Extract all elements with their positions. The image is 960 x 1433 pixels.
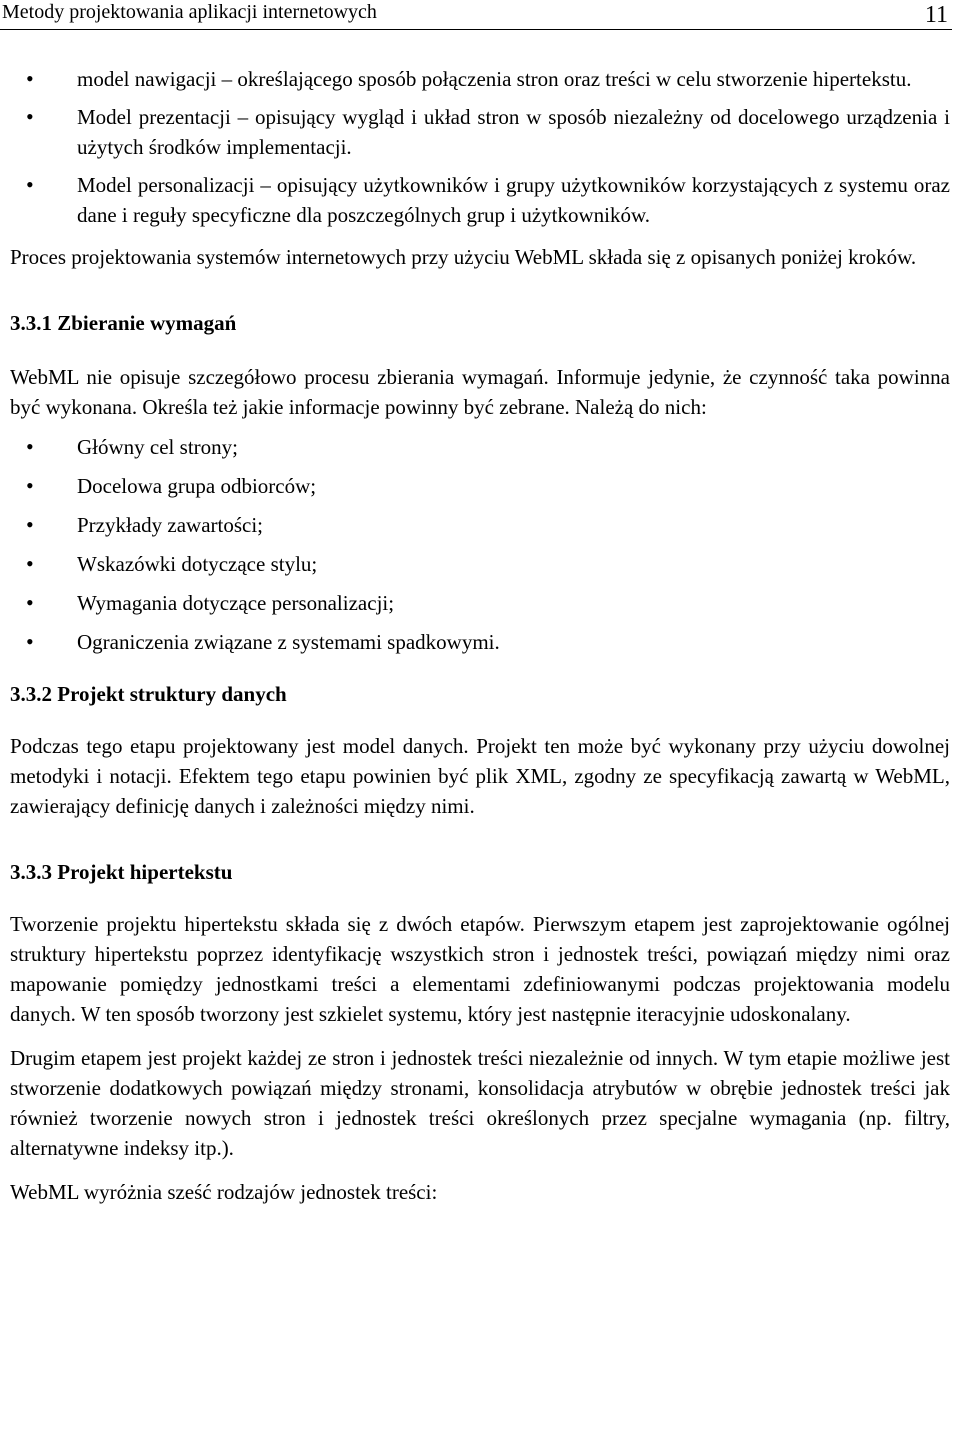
list-item	[10, 432, 950, 462]
list-item-text: Model personalizacji – opisujący użytkowników i grupy użytkowników korzystających z systemu oraz dane i reguły specyficzne dla poszczególnych grup i użytkowników.	[77, 173, 950, 227]
list-item	[10, 549, 950, 579]
bullet-icon: •	[26, 66, 34, 91]
heading-hypertext: 3.3.3 Projekt hipertekstu	[10, 860, 233, 884]
paragraph-hypertext-3: WebML wyróżnia sześć rodzajów jednostek treści:	[10, 1180, 438, 1204]
list-item-text: Model prezentacji – opisujący wygląd i układ stron w sposób niezależny od docelowego urządzenia i użytych środków implementacji.	[77, 105, 950, 159]
list-item	[10, 170, 950, 230]
paragraph-hypertext-1: Tworzenie projektu hipertekstu składa się z dwóch etapów. Pierwszym etapem jest zaprojektowanie ogólnej struktury hipertekstu poprzez identyfikację wszystkich stron i jednostek treści, powiązań między nimi oraz mapowanie pomiędzy jednostkami treści a elementami zdefiniowanymi podczas projektowania modelu danych. W ten sposób tworzony jest szkielet systemu, który jest następnie iteracyjnie udoskonalany.	[10, 912, 950, 1026]
list-item-text: Wymagania dotyczące personalizacji;	[77, 591, 395, 615]
bullet-icon: •	[26, 590, 34, 615]
list-item-text: model nawigacji – określającego sposób połączenia stron oraz treści w celu stworzenie hipertekstu.	[77, 67, 912, 91]
page-header	[0, 0, 952, 30]
header-title: Metody projektowania aplikacji internetowych	[2, 1, 377, 23]
bullet-icon: •	[26, 551, 34, 576]
paragraph-hypertext-2: Drugim etapem jest projekt każdej ze stron i jednostek treści niezależnie od innych. W tym etapie możliwe jest stworzenie dodatkowych powiązań między stronami, konsolidacja atrybutów w obrębie jednostek treści jak również tworzenie nowych stron i jednostek treści określonych przez specjalne wymagania (np. filtry, alternatywne indeksy itp.).	[10, 1046, 950, 1160]
list-item-text: Główny cel strony;	[77, 435, 238, 459]
bullet-icon: •	[26, 629, 34, 654]
list-item-text: Docelowa grupa odbiorców;	[77, 474, 317, 498]
bullet-icon: •	[26, 172, 34, 197]
page-number: 11	[924, 2, 948, 28]
paragraph-process: Proces projektowania systemów internetowych przy użyciu WebML składa się z opisanych poniżej kroków.	[10, 245, 917, 269]
list-item	[10, 471, 950, 501]
list-item	[10, 64, 950, 94]
heading-requirements: 3.3.1 Zbieranie wymagań	[10, 311, 237, 335]
requirements-list	[10, 432, 950, 657]
paragraph-data-structure: Podczas tego etapu projektowany jest model danych. Projekt ten może być wykonany przy użyciu dowolnej metodyki i notacji. Efektem tego etapu powinien być plik XML, zgodny ze specyfikacją zawartą w WebML, zawierający definicję danych i zależności między nimi.	[10, 734, 950, 818]
list-item-text: Przykłady zawartości;	[77, 513, 264, 537]
bullet-icon: •	[26, 104, 34, 129]
list-item	[10, 102, 950, 162]
paragraph-requirements: WebML nie opisuje szczegółowo procesu zbierania wymagań. Informuje jedynie, że czynność taka powinna być wykonana. Określa też jakie informacje powinny być zebrane. Należą do nich:	[10, 365, 950, 419]
heading-data-structure: 3.3.2 Projekt struktury danych	[10, 682, 287, 706]
model-list	[10, 64, 950, 230]
list-item-text: Ograniczenia związane z systemami spadkowymi.	[77, 630, 500, 654]
bullet-icon: •	[26, 473, 34, 498]
bullet-icon: •	[26, 434, 34, 459]
list-item	[10, 588, 950, 618]
list-item	[10, 627, 950, 657]
list-item-text: Wskazówki dotyczące stylu;	[77, 552, 318, 576]
document-body	[10, 64, 950, 1207]
list-item	[10, 510, 950, 540]
bullet-icon: •	[26, 512, 34, 537]
